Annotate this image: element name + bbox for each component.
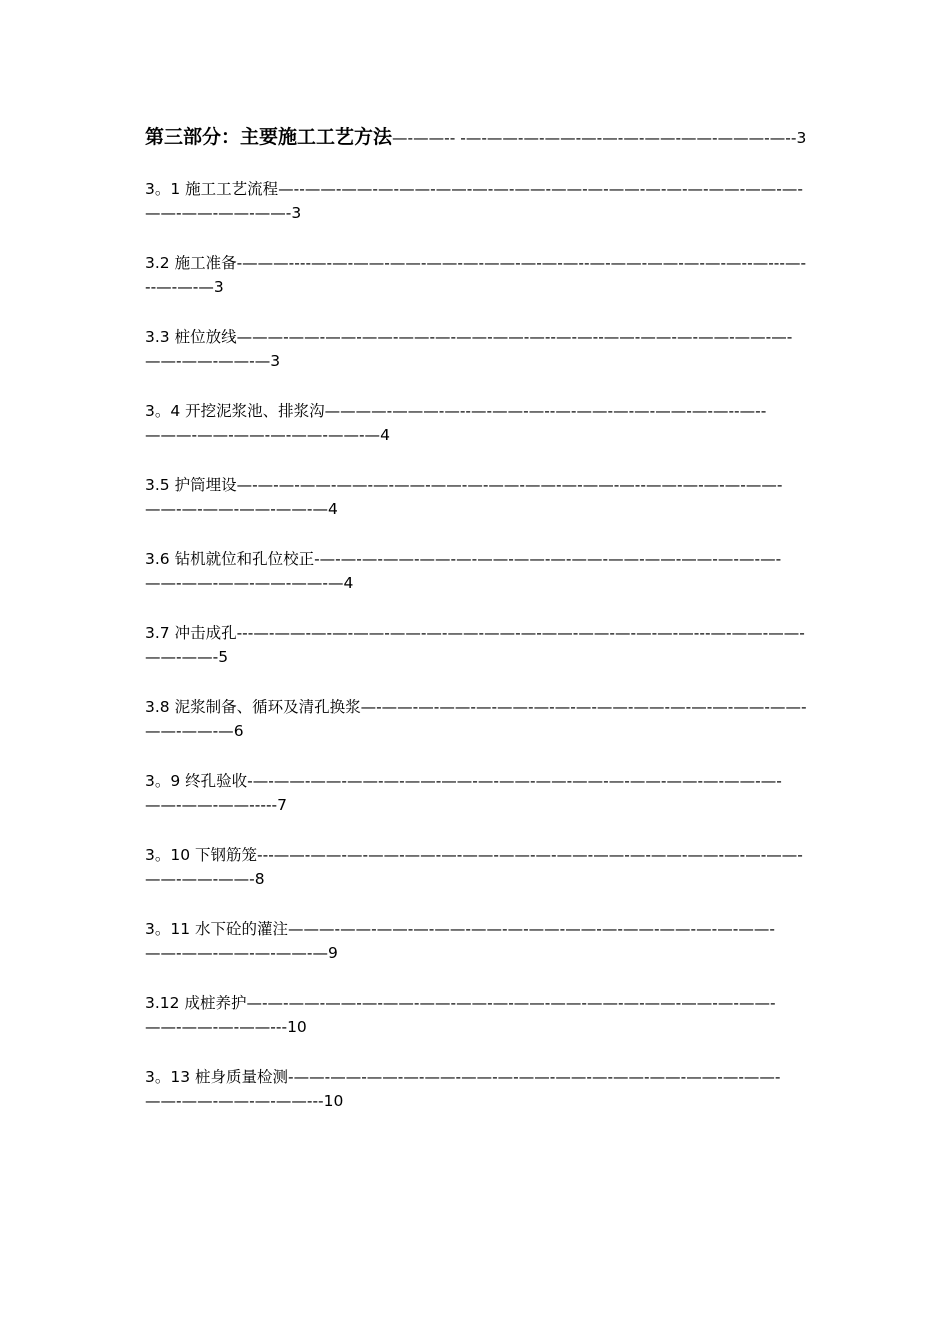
toc-item-label: 3。10 下钢筋笼 (145, 846, 258, 864)
toc-item-label: 3。11 水下砼的灌注 (145, 920, 289, 938)
toc-item-leader: ———-——-——-——-——-—-——-——-—--—-—--——-——-—-——-——-—-——-——-——-— (145, 328, 793, 370)
toc-heading-page: 3 (796, 129, 807, 147)
toc-item-label: 3.3 桩位放线 (145, 328, 237, 346)
toc-item-label: 3.2 施工准备 (145, 254, 237, 272)
table-of-contents (145, 122, 810, 1139)
toc-item-label: 3。1 施工工艺流程 (145, 180, 279, 198)
toc-item-leader: -—-——-——-——-—-——-——-—-——-——-——-—-——-——-—-——-—-——-——-——----- (145, 772, 782, 814)
toc-item (145, 991, 810, 1039)
toc-item-leader: ———-——-——-—-——-——-—-——-——-—-——-——-—-—-——-——-——-——-—-——-— (145, 920, 775, 962)
toc-item-leader: —-—-——-——-—-——-——-——-—-——-——-——-—-——-——-—-——-——-——-—-——--- (145, 994, 776, 1036)
toc-item (145, 547, 810, 595)
toc-item-leader: ————-———-—--—-——-—--—-——-—-—-——-—-—--—--———-——-——-—-——-——-— (145, 402, 767, 444)
toc-item-page: 9 (327, 944, 338, 962)
toc-item (145, 325, 810, 373)
toc-item-page: 3 (291, 204, 302, 222)
toc-item-label: 3.5 护筒埋设 (145, 476, 237, 494)
toc-item-leader: —-——-—-——-—-——-—-—-—-——-——-—-—-—-——-——-——-——-— (145, 698, 807, 740)
toc-item-leader: ---—-——-—-—-——-——-—-——-——-—-——-——-—-—-—-—---—-——-——-——-——- (145, 624, 805, 666)
toc-item (145, 177, 810, 225)
toc-item-page: 8 (254, 870, 265, 888)
toc-item-page: 4 (380, 426, 390, 444)
toc-item (145, 695, 810, 743)
toc-heading-label: 第三部分：主要施工工艺方法 (145, 126, 393, 148)
toc-item-page: 10 (323, 1092, 344, 1110)
toc-item-label: 3。13 桩身质量检测 (145, 1068, 289, 1086)
toc-item-label: 3.8 泥浆制备、循环及清孔换浆 (145, 698, 361, 716)
toc-item-page: 6 (233, 722, 244, 740)
toc-item-leader: -——-——-——-—-——-——-—-——-——-—-——-——-——-—-——-——-——-——-—-——--- (145, 1068, 781, 1110)
toc-item-label: 3。4 开挖泥浆池、排浆沟 (145, 402, 325, 420)
toc-item (145, 473, 810, 521)
toc-item-page: 10 (287, 1018, 307, 1036)
toc-item-leader: -—-—-—-——-——-—-——-——-—-——-——-——-——-—-—-—-——-——-——-——-——-— (145, 550, 782, 592)
toc-heading-leader: —-——-- -—-——-—-——-—-—-—-——-——-———-—-- (392, 129, 797, 147)
toc-item (145, 399, 810, 447)
toc-heading (145, 122, 810, 153)
toc-item (145, 251, 810, 299)
toc-item (145, 843, 810, 891)
toc-item-leader: ---——-——-—-——-——-—-——-——-—-——-——-—-——-——-—-—-——-——-——-——- (145, 846, 803, 888)
toc-item-label: 3.6 钻机就位和孔位校正 (145, 550, 315, 568)
toc-item-page: 3 (213, 278, 224, 296)
toc-item (145, 1065, 810, 1113)
toc-item-label: 3.7 冲击成孔 (145, 624, 237, 642)
toc-item-page: 4 (343, 574, 354, 592)
toc-item-page: 7 (277, 796, 288, 814)
toc-item (145, 621, 810, 669)
toc-item-page: 3 (270, 352, 281, 370)
toc-item-page: 5 (218, 648, 229, 666)
toc-item (145, 769, 810, 817)
toc-item (145, 917, 810, 965)
toc-item-leader: —-—-—-——-——-—-——-——-—-——-——-—-——-—--——-—-—-—-——-——-—-——-——-——-— (145, 476, 783, 518)
toc-item-label: 3。9 终孔验收 (145, 772, 248, 790)
toc-item-leader: -———----—-—-——-——-——-—-——-—-—-—--—-——-——-—-—-—--—---—---—-—-— (145, 254, 807, 296)
toc-item-label: 3.12 成桩养护 (145, 994, 247, 1012)
toc-item-leader: —--——-——-—-——-——-—-—-——-——-—-——-—-—-—-——-——-—-——-——-——-——- (145, 180, 803, 222)
toc-item-page: 4 (327, 500, 338, 518)
